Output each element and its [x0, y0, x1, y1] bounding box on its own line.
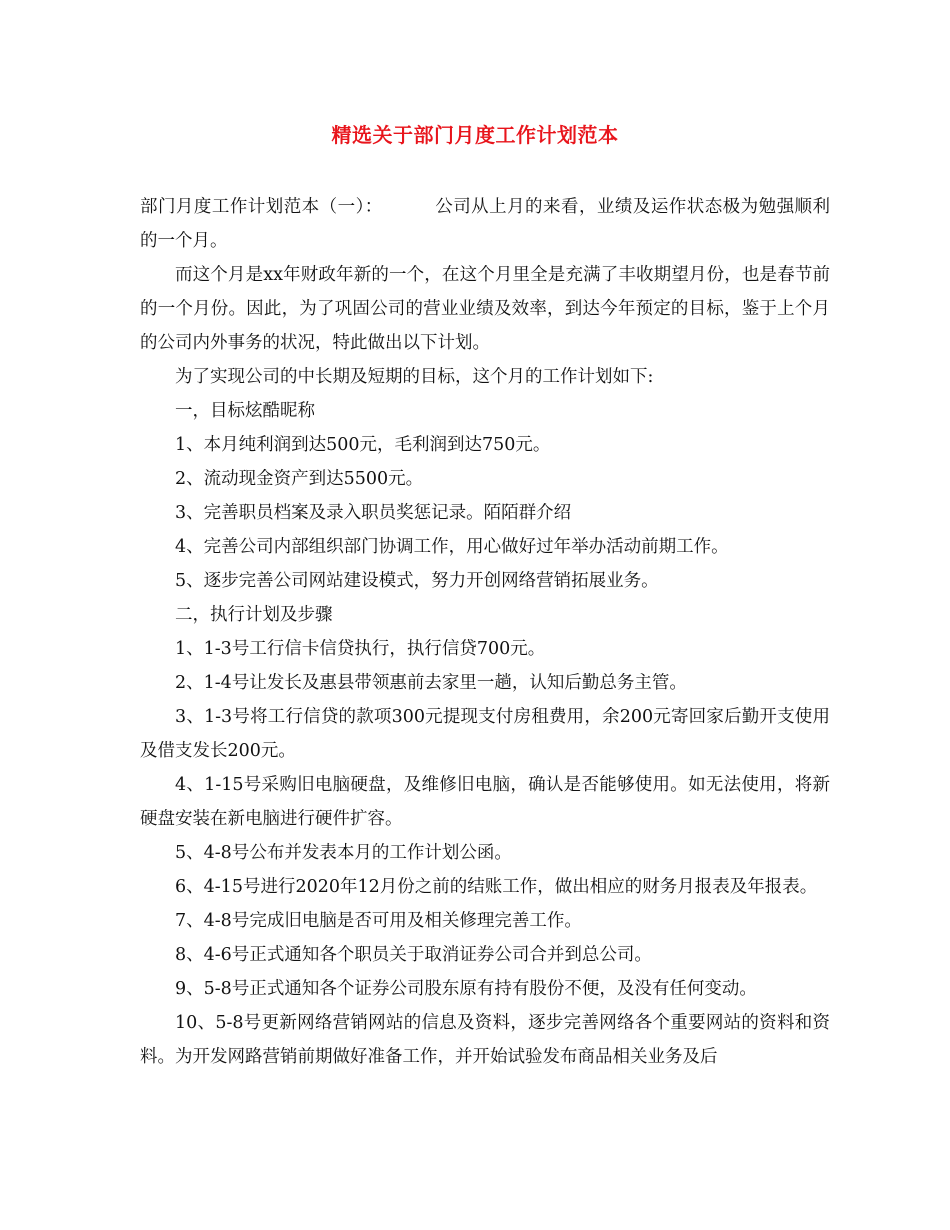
- list-item: 1、1-3号工行信卡信贷执行，执行信贷700元。: [175, 639, 546, 659]
- list-item: 3、1-3号将工行信贷的款项300元提现支付房租费用，余200元寄回家后勤开支使用及借支发长200元。: [140, 707, 830, 761]
- list-item: 10、5-8号更新网络营销网站的信息及资料，逐步完善网络各个重要网站的资料和资料。为开发网路营销前期做好准备工作，并开始试验发布商品相关业务及后: [140, 1013, 830, 1067]
- list-item: 5、逐步完善公司网站建设模式，努力开创网络营销拓展业务。: [175, 571, 659, 591]
- intro-label: 部门月度工作计划范本（一）：: [140, 197, 383, 217]
- list-item: 4、1-15号采购旧电脑硬盘，及维修旧电脑，确认是否能够使用。如无法使用，将新硬盘安装在新电脑进行硬件扩容。: [140, 775, 830, 829]
- document-body: [140, 190, 830, 1074]
- paragraph-1: 而这个月是xx年财政年新的一个，在这个月里全是充满了丰收期望月份，也是春节前的一个月份。因此，为了巩固公司的营业业绩及效率，到达今年预定的目标，鉴于上个月的公司内外事务的状况，特此做出以下计划。: [140, 265, 830, 353]
- intro-text: 公司从上月的来看，业绩及运作状态极为勉强顺利的一个月。: [140, 197, 831, 251]
- intro-paragraph: [140, 190, 830, 258]
- list-item: 2、1-4号让发长及惠县带领惠前去家里一趟，认知后勤总务主管。: [175, 673, 687, 693]
- list-item: 7、4-8号完成旧电脑是否可用及相关修理完善工作。: [175, 911, 582, 931]
- list-item: 2、流动现金资产到达5500元。: [175, 469, 424, 489]
- document-title: 精选关于部门月度工作计划范本: [331, 123, 619, 147]
- list-item: 3、完善职员档案及录入职员奖惩记录。陌陌群介绍: [175, 503, 572, 523]
- section-heading-2: 二，执行计划及步骤: [175, 605, 333, 625]
- list-item: 5、4-8号公布并发表本月的工作计划公函。: [175, 843, 512, 863]
- section-heading-1: 一，目标炫酷昵称: [175, 401, 315, 421]
- list-item: 6、4-15号进行2020年12月份之前的结账工作，做出相应的财务月报表及年报表。: [175, 877, 818, 897]
- list-item: 9、5-8号正式通知各个证券公司股东原有持有股份不便，及没有任何变动。: [175, 979, 757, 999]
- list-item: 8、4-6号正式通知各个职员关于取消证券公司合并到总公司。: [175, 945, 652, 965]
- list-item: 4、完善公司内部组织部门协调工作，用心做好过年举办活动前期工作。: [175, 537, 729, 557]
- list-item: 1、本月纯利润到达500元，毛利润到达750元。: [175, 435, 551, 455]
- paragraph-2: 为了实现公司的中长期及短期的目标，这个月的工作计划如下:: [175, 367, 654, 387]
